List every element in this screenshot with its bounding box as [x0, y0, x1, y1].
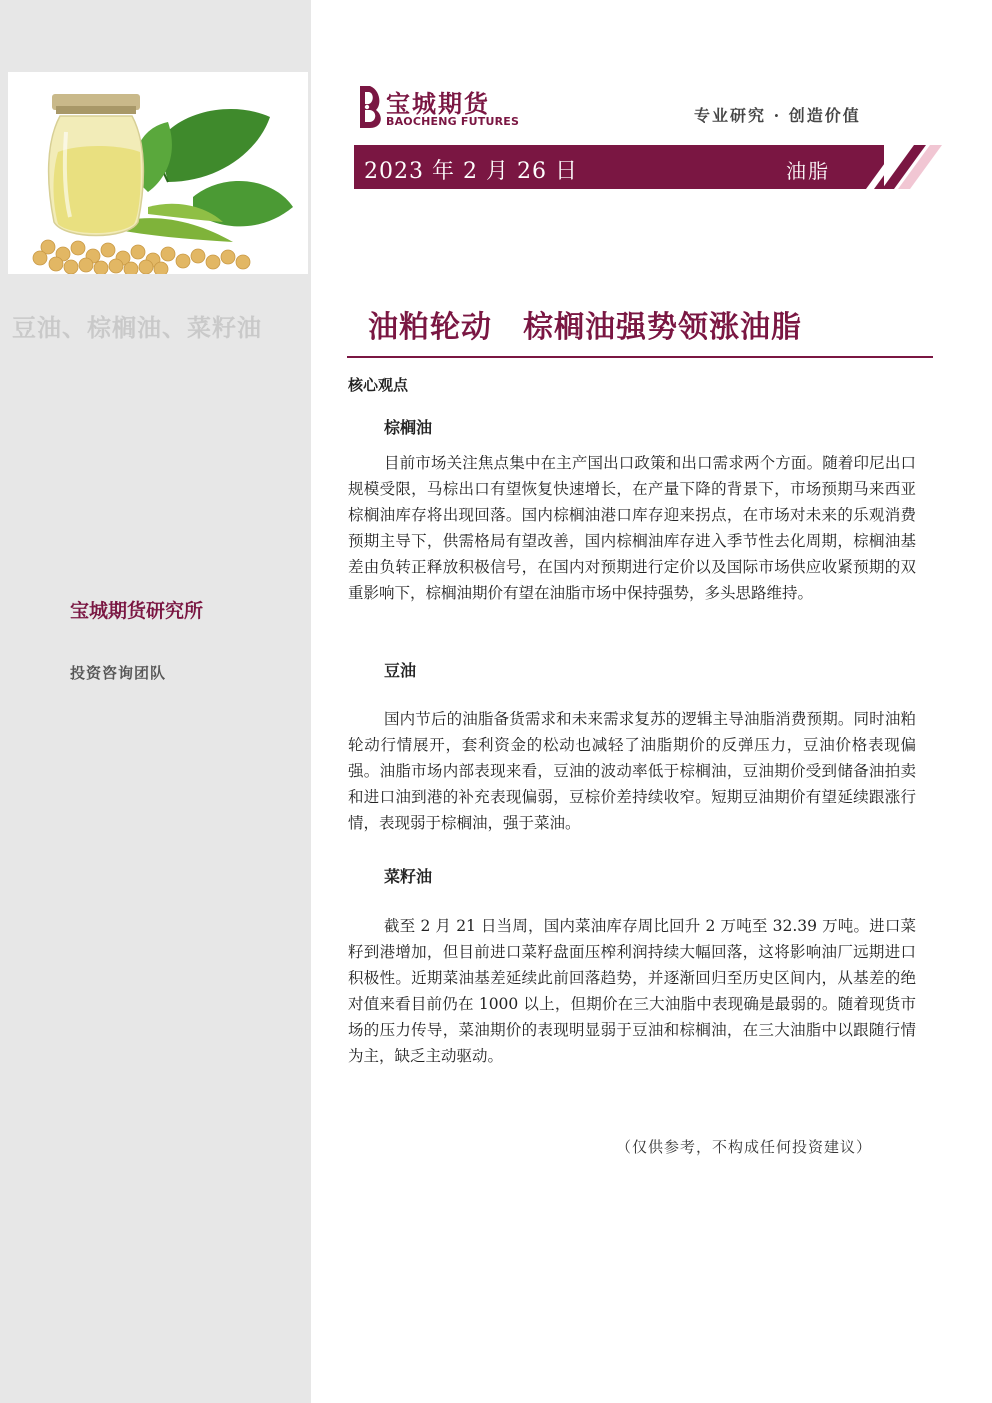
report-title: 油粕轮动 棕榈油强势领涨油脂	[368, 310, 802, 345]
logo-mark-icon	[354, 84, 384, 130]
company-logo	[354, 84, 534, 132]
sidebar-institute: 宝城期货研究所	[70, 600, 204, 622]
title-divider	[347, 356, 933, 358]
logo-subtitle: BAOCHENG FUTURES	[386, 115, 520, 128]
core-views-label: 核心观点	[348, 376, 409, 394]
soybean-oil-illustration	[8, 72, 308, 274]
section-heading-rapeseed: 菜籽油	[384, 867, 433, 886]
slogan: 专业研究 · 创造价值	[694, 106, 861, 125]
section-body-palm: 目前市场关注焦点集中在主产国出口政策和出口需求两个方面。随着印尼出口规模受限，马棕出口有望恢复快速增长，在产量下降的背景下，市场预期马来西亚棕榈油库存将出现回落。国内棕榈油港口库存迎来拐点，在市场对未来的乐观消费预期主导下，供需格局有望改善，国内棕榈油库存进入季节性去化周期，棕榈油基差由负转正释放积极信号，在国内对预期进行定价以及国际市场供应收紧预期的双重影响下，棕榈油期价有望在油脂市场中保持强势，多头思路维持。	[348, 454, 916, 602]
sidebar-products: 豆油、棕榈油、菜籽油	[12, 314, 262, 342]
section-body-rapeseed: 截至 2 月 21 日当周，国内菜油库存周比回升 2 万吨至 32.39 万吨。进口菜籽到港增加，但目前进口菜籽盘面压榨利润持续大幅回落，这将影响油厂远期进口积极性。近期菜油基差延续此前回落趋势，并逐渐回归至历史区间内，从基差的绝对值来看目前仍在 1000 以上，但期价在三大油脂中表现确是最弱的。随着现货市场的压力传导，菜油期价的表现明显弱于豆油和棕榈油，在三大油脂中以跟随行情为主，缺乏主动驱动。	[348, 917, 916, 1065]
sidebar	[0, 0, 311, 1403]
section-body-soy: 国内节后的油脂备货需求和未来需求复苏的逻辑主导油脂消费预期。同时油粕轮动行情展开，套利资金的松动也减轻了油脂期价的反弹压力，豆油价格表现偏强。油脂市场内部表现来看，豆油的波动率低于棕榈油，豆油期价受到储备油拍卖和进口油到港的补充表现偏弱，豆棕价差持续收窄。短期豆油期价有望延续跟涨行情，表现弱于棕榈油，强于菜油。	[348, 710, 916, 832]
section-heading-palm: 棕榈油	[384, 418, 433, 437]
sidebar-team: 投资咨询团队	[70, 664, 167, 682]
report-category: 油脂	[786, 159, 830, 183]
section-heading-soy: 豆油	[384, 661, 417, 680]
logo-name: 宝城期货	[386, 90, 490, 118]
report-date: 2023 年 2 月 26 日	[364, 159, 578, 184]
disclaimer: （仅供参考，不构成任何投资建议）	[616, 1138, 873, 1156]
date-banner	[354, 145, 944, 189]
